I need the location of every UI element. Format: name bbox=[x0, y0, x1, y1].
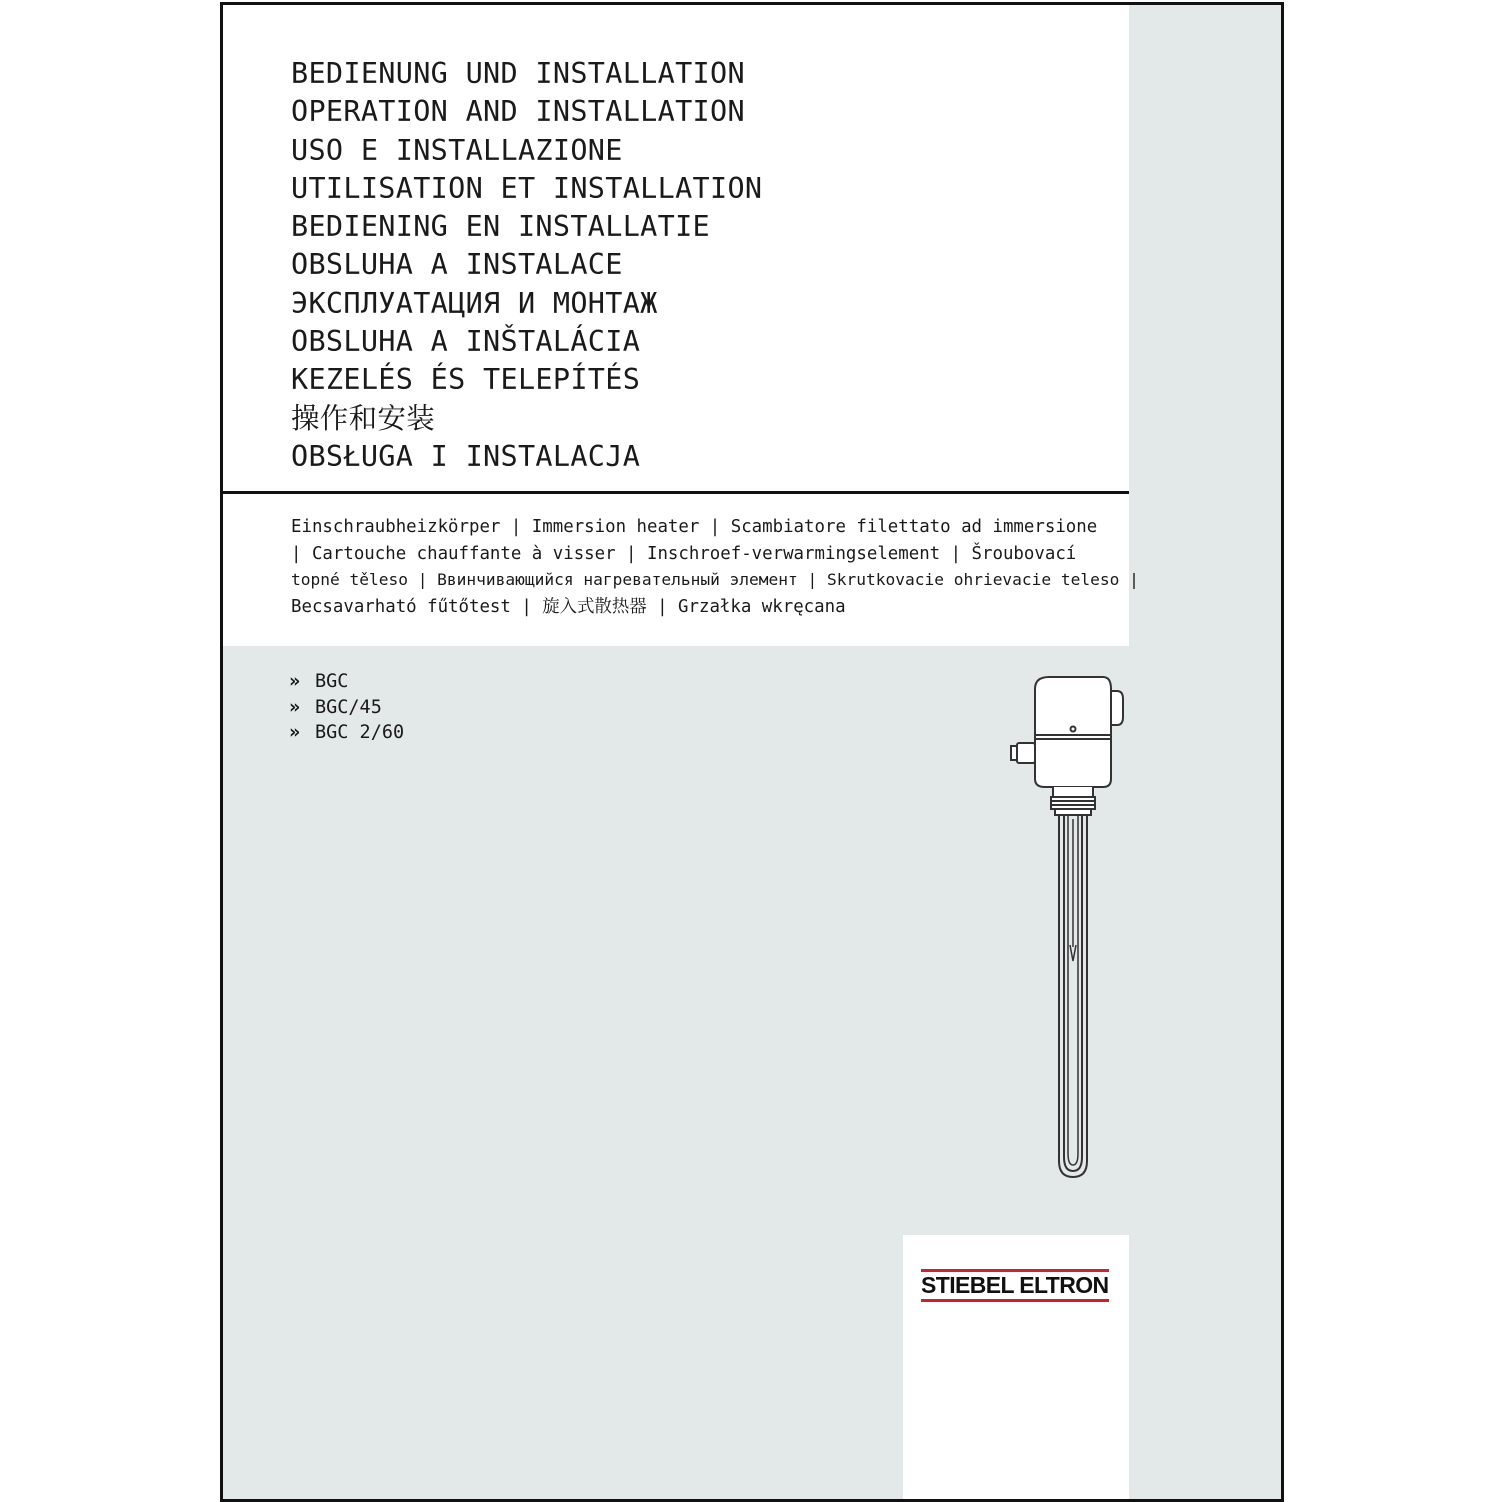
title-russian: ЭКСПЛУАТАЦИЯ И МОНТАЖ bbox=[291, 286, 658, 320]
logo-wordmark: STIEBEL ELTRON bbox=[921, 1272, 1109, 1298]
subtitle-line: Einschraubheizkörper | Immersion heater | Scambiatore filettato ad immersione bbox=[291, 517, 1098, 537]
title-hungarian: KEZELÉS ÉS TELEPÍTÉS bbox=[291, 363, 641, 397]
subtitle-line: topné těleso | Ввинчивающийся нагревательный элемент | Skrutkovacie ohrievacie teleso | bbox=[291, 570, 1139, 589]
title-english: OPERATION AND INSTALLATION bbox=[291, 95, 745, 129]
immersion-heater-illustration bbox=[993, 669, 1143, 1189]
title-italian: USO E INSTALLAZIONE bbox=[291, 133, 623, 167]
model-name: BGC/45 bbox=[315, 696, 382, 718]
model-name: BGC 2/60 bbox=[315, 722, 405, 743]
model-item bbox=[289, 669, 404, 695]
title-polish: OBSŁUGA I INSTALACJA bbox=[291, 439, 641, 473]
chevron-bullet-icon: » bbox=[289, 722, 301, 743]
subtitle-panel bbox=[223, 494, 1139, 646]
title-french: UTILISATION ET INSTALLATION bbox=[291, 171, 763, 205]
stiebel-eltron-logo bbox=[921, 1269, 1111, 1302]
subtitle-line: | Cartouche chauffante à visser | Inschroef-verwarmingselement | Šroubovací bbox=[291, 543, 1077, 564]
model-list bbox=[289, 669, 404, 746]
title-czech: OBSLUHA A INSTALACE bbox=[291, 248, 623, 282]
chevron-bullet-icon: » bbox=[289, 671, 301, 692]
model-name: BGC bbox=[315, 671, 349, 692]
subtitle-line: Becsavarható fűtőtest | 旋入式散热器 | Grzałka wkręcana bbox=[291, 596, 846, 617]
chevron-bullet-icon: » bbox=[289, 696, 301, 718]
product-name-translations bbox=[291, 514, 1139, 620]
title-chinese: 操作和安装 bbox=[291, 401, 436, 435]
model-item bbox=[289, 695, 404, 721]
title-dutch: BEDIENING EN INSTALLATIE bbox=[291, 210, 711, 244]
manual-cover bbox=[220, 2, 1284, 1502]
title-german: BEDIENUNG UND INSTALLATION bbox=[291, 57, 745, 90]
logo-accent-bar bbox=[921, 1299, 1109, 1302]
logo-panel bbox=[903, 1235, 1129, 1499]
title-list bbox=[291, 55, 762, 476]
title-panel bbox=[223, 5, 1129, 491]
title-slovak: OBSLUHA A INŠTALÁCIA bbox=[291, 325, 641, 359]
model-item bbox=[289, 720, 404, 746]
